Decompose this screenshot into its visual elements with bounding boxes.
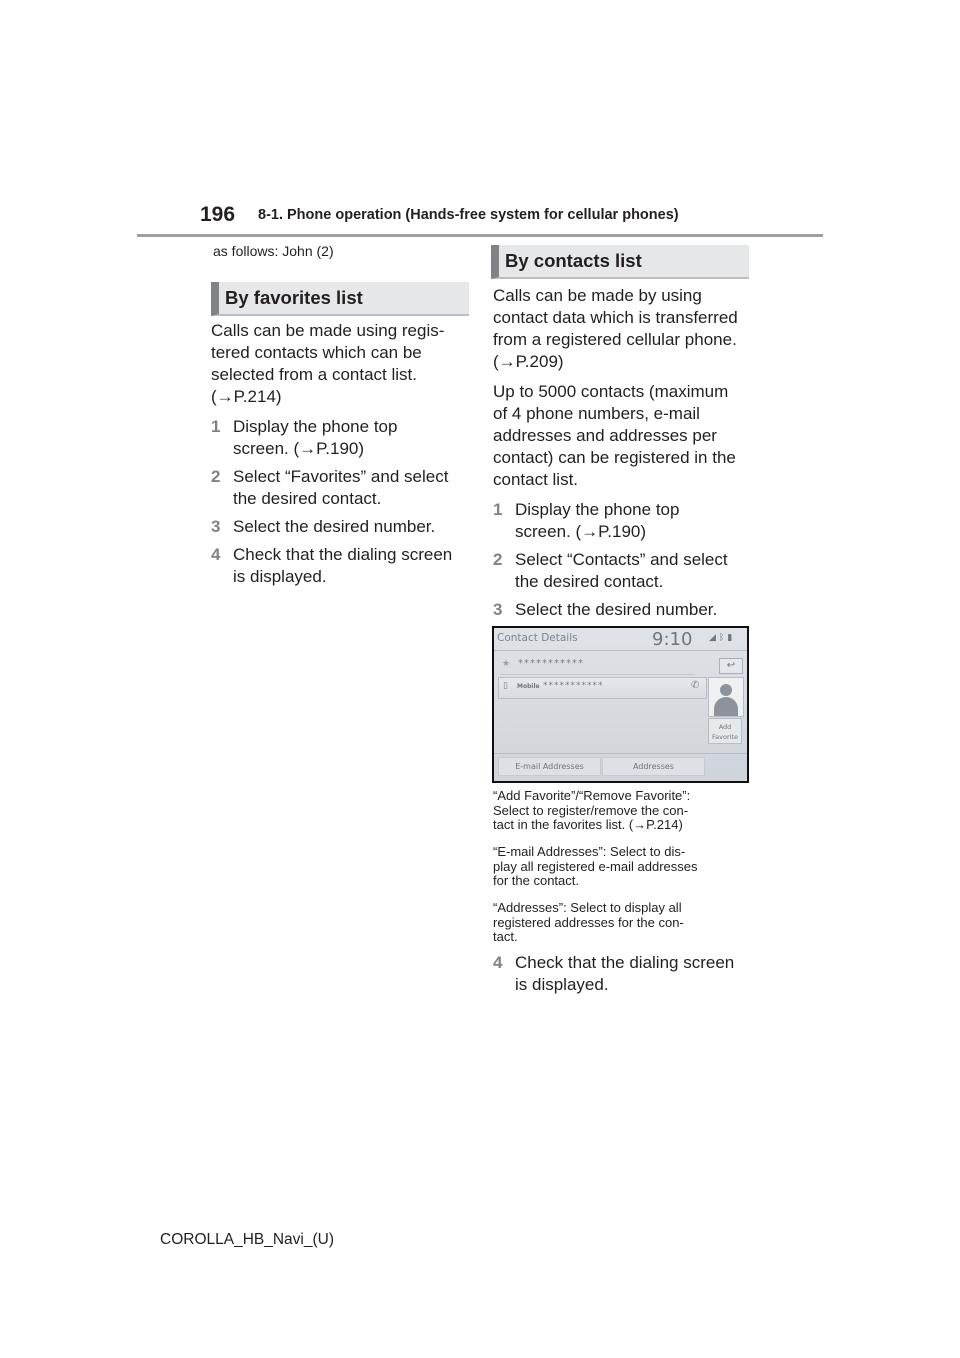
step-text	[515, 549, 751, 593]
back-icon: ↩	[726, 660, 736, 671]
section-title: 8-1. Phone operation (Hands-free system for cellular phones)	[258, 207, 679, 223]
step-number: 1	[211, 417, 221, 436]
text-line: tered contacts which can be	[211, 343, 422, 362]
contact-name: ***********	[518, 658, 584, 669]
step-number: 3	[211, 517, 221, 536]
call-icon: ✆	[691, 680, 700, 691]
footer-model-code: COROLLA_HB_Navi_(U)	[160, 1231, 334, 1248]
note-add-favorite	[493, 789, 751, 833]
favorites-section-body	[211, 320, 469, 594]
status-icons	[709, 633, 735, 643]
step-item	[493, 499, 751, 543]
step-number: 2	[493, 550, 503, 569]
text-line: screen. (→P.190)	[233, 439, 365, 458]
contacts-paragraph	[493, 285, 751, 373]
back-button[interactable]	[719, 658, 743, 674]
page-number: 196	[200, 203, 236, 226]
text-line: is displayed.	[233, 567, 327, 586]
step-item	[211, 416, 469, 460]
phone-type-label: Mobile	[517, 683, 540, 690]
text-line: contact) can be registered in the	[493, 448, 736, 467]
step-text	[233, 516, 469, 538]
step-text	[233, 416, 469, 460]
text-line: registered addresses for the con-	[493, 914, 684, 930]
addresses-button[interactable]: Addresses	[602, 757, 705, 776]
contacts-section-body	[493, 285, 751, 627]
screen-display	[494, 628, 747, 781]
text-line: screen. (→P.190)	[515, 522, 647, 541]
text-line: Check that the dialing screen	[233, 545, 453, 564]
text-line: tact.	[493, 929, 518, 944]
text-line: Up to 5000 contacts (maximum	[493, 382, 729, 401]
add-favorite-label: Favorite	[712, 733, 738, 741]
text-line: contact list.	[493, 470, 579, 489]
avatar	[708, 677, 744, 717]
step-text	[515, 499, 751, 543]
step-number: 3	[493, 600, 503, 619]
screen-clock: 9:10	[652, 629, 693, 650]
text-line: Display the phone top	[233, 417, 398, 436]
favorites-intro	[211, 320, 469, 408]
text-line: Select the desired number.	[515, 600, 718, 619]
text-line: tact in the favorites list. (→P.214)	[493, 817, 683, 832]
contacts-paragraph	[493, 381, 751, 491]
phone-number-row[interactable]	[498, 677, 707, 699]
text-line: Select “Contacts” and select	[515, 550, 728, 569]
step-item	[211, 516, 469, 538]
text-line: Calls can be made by using	[493, 286, 702, 305]
email-addresses-button[interactable]: E-mail Addresses	[498, 757, 601, 776]
step-text	[515, 599, 751, 621]
text-line: from a registered cellular phone.	[493, 330, 737, 349]
add-favorite-button[interactable]	[708, 718, 742, 744]
text-line: the desired contact.	[233, 489, 382, 508]
signal-icon: ◢	[709, 633, 719, 643]
text-line: (→P.214)	[211, 387, 282, 406]
contacts-section-heading	[491, 245, 749, 279]
bluetooth-icon: ᛒ	[718, 633, 728, 643]
step-item	[493, 549, 751, 593]
contacts-heading-text: By contacts list	[505, 250, 642, 271]
avatar-body	[714, 697, 738, 717]
mobile-phone-icon: ▯	[503, 681, 508, 691]
text-line: of 4 phone numbers, e-mail	[493, 404, 700, 423]
text-line: for the contact.	[493, 873, 579, 888]
screen-title: Contact Details	[497, 632, 578, 644]
text-line: the desired contact.	[515, 572, 664, 591]
step-item	[211, 466, 469, 510]
contact-name-row	[500, 658, 695, 675]
star-icon: ★	[502, 659, 511, 669]
text-line: contact data which is transferred	[493, 308, 738, 327]
favorites-steps	[211, 416, 469, 588]
text-line: Calls can be made using regis-	[211, 321, 445, 340]
text-line: Display the phone top	[515, 500, 680, 519]
continuation-text: as follows: John (2)	[213, 243, 334, 259]
contacts-step-4	[493, 952, 751, 1002]
step-number: 2	[211, 467, 221, 486]
step-text	[233, 544, 469, 588]
text-line: “E-mail Addresses”: Select to dis-	[493, 844, 686, 859]
step-item	[493, 952, 751, 996]
favorites-heading-text: By favorites list	[225, 287, 363, 308]
text-line: (→P.209)	[493, 352, 564, 371]
header-divider	[137, 234, 823, 237]
step-number: 1	[493, 500, 503, 519]
favorites-section-heading	[211, 282, 469, 316]
phone-number: ***********	[543, 681, 604, 691]
text-line: “Addresses”: Select to display all	[493, 900, 682, 915]
add-favorite-label: Add	[718, 723, 732, 731]
contact-details-screenshot	[492, 626, 749, 783]
screen-title-divider	[494, 650, 747, 651]
text-line: Select to register/remove the con-	[493, 802, 689, 818]
battery-icon: ▮	[727, 633, 736, 643]
text-line: play all registered e-mail addresses	[493, 858, 698, 874]
step-item	[493, 599, 751, 621]
text-line: “Add Favorite”/“Remove Favorite”:	[493, 788, 691, 803]
text-line: Select the desired number.	[233, 517, 436, 536]
contacts-steps	[493, 499, 751, 621]
note-addresses	[493, 901, 751, 945]
screen-bottom-divider	[494, 753, 747, 754]
text-line: selected from a contact list.	[211, 365, 417, 384]
text-line: Check that the dialing screen	[515, 953, 735, 972]
step-text	[233, 466, 469, 510]
text-line: addresses and addresses per	[493, 426, 717, 445]
text-line: is displayed.	[515, 975, 609, 994]
step-number: 4	[493, 953, 503, 972]
step-item	[211, 544, 469, 588]
avatar-icon	[720, 684, 732, 696]
text-line: Select “Favorites” and select	[233, 467, 449, 486]
step-number: 4	[211, 545, 221, 564]
step-text	[515, 952, 751, 996]
note-email-addresses	[493, 845, 751, 889]
